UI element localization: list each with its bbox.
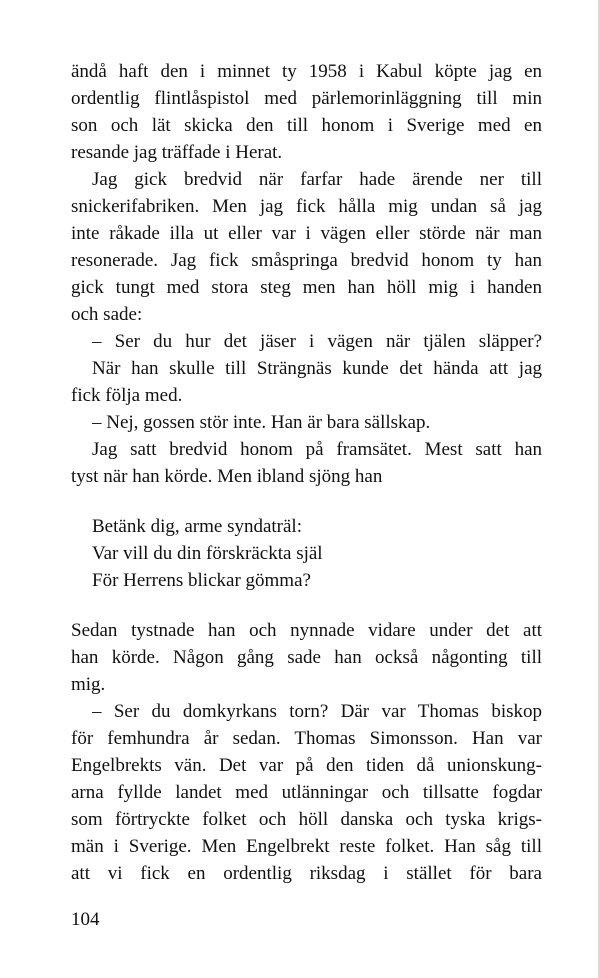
text-line: son och lät skicka den till honom i Sverige med en xyxy=(71,115,542,136)
text-line: arna fyllde landet med utlänningar och tillsatte fogdar xyxy=(71,782,542,803)
text-line: Engelbrekts vän. Det var på den tiden då unionskung- xyxy=(71,755,542,776)
text-line: ändå haft den i minnet ty 1958 i Kabul köpte jag en xyxy=(71,61,542,82)
verse-line: För Herrens blickar gömma? xyxy=(92,570,311,591)
text-line: för femhundra år sedan. Thomas Simonsson. Han var xyxy=(71,728,542,749)
page-number: 104 xyxy=(71,909,100,930)
dialogue-line: – Ser du hur det jäser i vägen när tjälen släpper? xyxy=(92,331,542,352)
text-line: resande jag träffade i Herat. xyxy=(71,142,283,163)
verse-line: Var vill du din förskräckta själ xyxy=(92,543,323,564)
text-line: snickerifabriken. Men jag fick hålla mig undan så jag xyxy=(71,196,542,217)
text-line: resonerade. Jag fick småspringa bredvid honom ty han xyxy=(71,250,542,271)
text-line: När han skulle till Strängnäs kunde det hända att jag xyxy=(92,358,542,379)
text-line: inte råkade illa ut eller var i vägen eller störde när man xyxy=(71,223,542,244)
text-line: mig. xyxy=(71,674,106,695)
text-line: män i Sverige. Men Engelbrekt reste folket. Han såg till xyxy=(71,836,542,857)
text-line: som förtryckte folket och höll danska och tyska krigs- xyxy=(71,809,542,830)
verse-line: Betänk dig, arme syndaträl: xyxy=(92,516,302,537)
text-line: Jag gick bredvid när farfar hade ärende ner till xyxy=(92,169,542,190)
text-line: fick följa med. xyxy=(71,385,183,406)
dialogue-line: – Nej, gossen stör inte. Han är bara sällskap. xyxy=(92,412,431,433)
text-line: att vi fick en ordentlig riksdag i stället för bara xyxy=(71,863,542,884)
dialogue-line: – Ser du domkyrkans torn? Där var Thomas biskop xyxy=(92,701,542,722)
text-line: han körde. Någon gång sade han också någonting till xyxy=(71,647,542,668)
text-line: och sade: xyxy=(71,304,143,325)
text-line: gick tungt med stora steg men han höll mig i handen xyxy=(71,277,542,298)
text-line: Jag satt bredvid honom på framsätet. Mest satt han xyxy=(92,439,542,460)
text-line: Sedan tystnade han och nynnade vidare under det att xyxy=(71,620,542,641)
text-line: tyst när han körde. Men ibland sjöng han xyxy=(71,466,383,487)
text-line: ordentlig flintlåspistol med pärlemorinläggning till min xyxy=(71,88,542,109)
